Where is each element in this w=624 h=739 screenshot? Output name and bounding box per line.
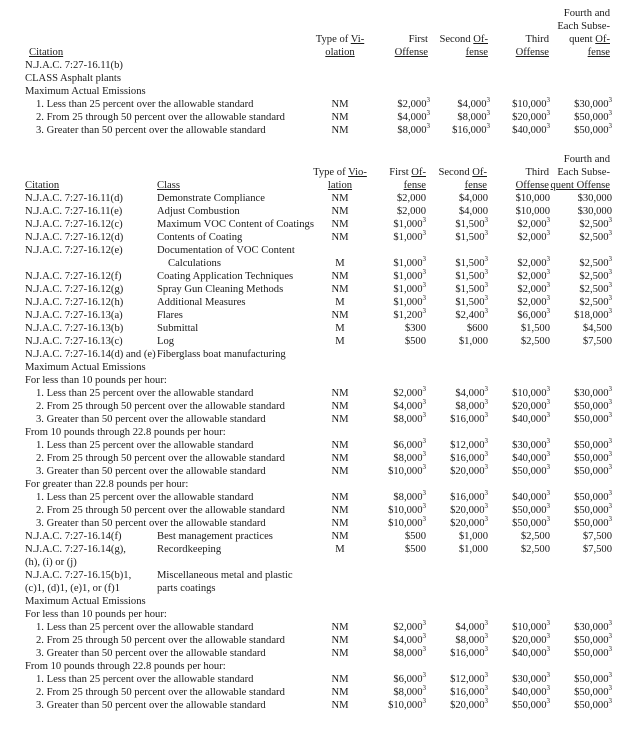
first-offense-cell: $6,000$^3$ [393, 671, 426, 685]
t1-class: CLASS Asphalt plants [25, 73, 121, 84]
second-offense-cell: $1,500$^3$ [455, 281, 488, 295]
table-row: 2. From 25 through 50 percent over the allowable standard NM $4,000$^3$ $8,000$^3$ $20,000$^3$ $50,000$^3$ [36, 632, 612, 646]
fourth-offense-cell: $50,000$^3$ [574, 437, 612, 451]
table-row: N.J.A.C. 7:27-16.14(d) and (e) Fiberglass boat manufacturing [25, 349, 286, 360]
second-offense-cell: $16,000$^3$ [450, 411, 488, 425]
third-offense-cell: $2,000$^3$ [517, 229, 550, 243]
fourth-offense-cell: $50,000$^3$ [574, 489, 612, 503]
second-offense-cell: $16,000$^3$ [450, 489, 488, 503]
third-offense-cell: $2,000$^3$ [517, 281, 550, 295]
table-row: 3. Greater than 50 percent over the allowable standard NM $10,000$^3$ $20,000$^3$ $50,000$^3$ $50,000$^3$ [36, 463, 612, 477]
type-cell: M [335, 258, 345, 269]
second-offense-cell: $1,500$^3$ [455, 255, 488, 269]
third-offense-cell: $2,000$^3$ [517, 216, 550, 230]
second-offense-cell: $1,500$^3$ [455, 294, 488, 308]
third-offense-cell: $1,500 [520, 323, 550, 334]
fourth-offense-cell: $50,000$^3$ [574, 450, 612, 464]
table-row: N.J.A.C. 7:27-16.14(f) Best management practices NM $500 $1,000 $2,500 $7,500 [25, 531, 612, 542]
class-cell: Additional Measures [157, 297, 246, 308]
table-row [0, 244, 624, 257]
first-offense-cell: $2,000 [396, 206, 426, 217]
t2-header-citation: Citation [25, 180, 60, 191]
fourth-offense-cell: $18,000$^3$ [574, 307, 612, 321]
first-offense-cell: $300 [404, 323, 426, 334]
third-offense-cell: $2,500 [520, 544, 550, 555]
first-offense-cell: $500 [404, 544, 426, 555]
table-row: 1. Less than 25 percent over the allowable standard NM $2,000$^3$ $4,000$^3$ $10,000$^3$ $30,000$^3$ [36, 96, 612, 110]
type-cell: NM [331, 648, 349, 659]
t2-header-fourth: Fourth and Each Subse- quent Offense [550, 154, 610, 191]
fourth-offense-cell: $30,000 [577, 206, 612, 217]
type-cell: NM [331, 453, 349, 464]
fourth-offense-cell: $30,000$^3$ [574, 385, 612, 399]
first-offense-cell: $8,000$^3$ [393, 411, 426, 425]
third-offense-cell: $50,000$^3$ [512, 502, 550, 516]
fourth-offense-cell: $2,500$^3$ [579, 268, 612, 282]
type-cell: NM [331, 232, 349, 243]
first-offense-cell: $2,000$^3$ [393, 619, 426, 633]
third-offense-cell: $30,000$^3$ [512, 437, 550, 451]
class-cell: Spray Gun Cleaning Methods [157, 284, 284, 295]
class-cell: Contents of Coating [157, 232, 243, 243]
first-offense-cell: $6,000$^3$ [393, 437, 426, 451]
table-row: N.J.A.C. 7:27-16.14(g), Recordkeeping M $500 $1,000 $2,500 $7,500 [25, 544, 612, 555]
group-label: From 10 pounds through 22.8 pounds per hour: [25, 661, 226, 672]
fourth-offense-cell: $2,500$^3$ [579, 255, 612, 269]
type-cell: M [335, 323, 345, 334]
type-cell: NM [331, 388, 349, 399]
t2-header-class: Class [157, 180, 180, 191]
table-row: 1. Less than 25 percent over the allowable standard NM $6,000$^3$ $12,000$^3$ $30,000$^3$ $50,000$^3$ [36, 671, 612, 685]
first-offense-cell: $10,000$^3$ [388, 515, 426, 529]
citation-cell: N.J.A.C. 7:27-16.12(c) [25, 219, 123, 230]
t1-header-first: First Offense [394, 34, 428, 58]
second-offense-cell: $1,000 [458, 544, 488, 555]
type-cell: NM [331, 271, 349, 282]
second-offense-cell: $20,000$^3$ [450, 502, 488, 516]
type-cell: NM [331, 518, 349, 529]
t2-header-first: First Of- fense [389, 167, 426, 191]
fourth-offense-cell: $2,500$^3$ [579, 216, 612, 230]
second-offense-cell: $2,400$^3$ [455, 307, 488, 321]
table-row [0, 335, 624, 348]
t1-header-fourth: Fourth and Each Subse- quent Of- fense [557, 8, 610, 58]
type-cell: M [335, 544, 345, 555]
fourth-offense-cell: $50,000$^3$ [574, 632, 612, 646]
table-row: 2. From 25 through 50 percent over the allowable standard NM $4,000$^3$ $8,000$^3$ $20,000$^3$ $50,000$^3$ [36, 398, 612, 412]
third-offense-cell: $40,000$^3$ [512, 645, 550, 659]
second-offense-cell: $16,000$^3$ [450, 645, 488, 659]
second-offense-cell: $4,000 [458, 206, 488, 217]
table-row: 3. Greater than 50 percent over the allowable standard NM $10,000$^3$ $20,000$^3$ $50,000$^3$ $50,000$^3$ [36, 697, 612, 711]
table-row [0, 283, 624, 296]
first-offense-cell: $4,000$^3$ [393, 398, 426, 412]
type-cell: NM [331, 674, 349, 685]
fourth-offense-cell: $2,500$^3$ [579, 281, 612, 295]
third-offense-cell: $2,000$^3$ [517, 294, 550, 308]
second-offense-cell: $20,000$^3$ [450, 515, 488, 529]
third-offense-cell: $50,000$^3$ [512, 697, 550, 711]
type-cell: M [335, 297, 345, 308]
third-offense-cell: $20,000$^3$ [512, 398, 550, 412]
fourth-offense-cell: $7,500 [582, 531, 612, 542]
table-row [0, 218, 624, 231]
t1-header-citation: Citation [29, 47, 64, 58]
fourth-offense-cell: $50,000$^3$ [574, 502, 612, 516]
type-cell: NM [331, 219, 349, 230]
first-offense-cell: $500 [404, 531, 426, 542]
class-cell: Log [157, 336, 175, 347]
subhead: Maximum Actual Emissions [25, 596, 146, 607]
third-offense-cell: $50,000$^3$ [512, 463, 550, 477]
table-row [0, 205, 624, 218]
table-row: 2. From 25 through 50 percent over the allowable standard NM $8,000$^3$ $16,000$^3$ $40,000$^3$ $50,000$^3$ [36, 684, 612, 698]
fourth-offense-cell: $7,500 [582, 336, 612, 347]
citation-cell: N.J.A.C. 7:27-16.13(b) [25, 323, 124, 334]
table-row: 1. Less than 25 percent over the allowable standard NM $8,000$^3$ $16,000$^3$ $40,000$^3$ $50,000$^3$ [36, 489, 612, 503]
table-row: 2. From 25 through 50 percent over the allowable standard NM $4,000$^3$ $8,000$^3$ $20,000$^3$ $50,000$^3$ [36, 109, 612, 123]
class-cell: Demonstrate Compliance [157, 193, 265, 204]
type-cell: NM [331, 505, 349, 516]
t2-header-second: Second Of- fense [438, 167, 487, 191]
type-cell: NM [331, 492, 349, 503]
citation-cell: N.J.A.C. 7:27-16.11(e) [25, 206, 123, 217]
second-offense-cell: $20,000$^3$ [450, 463, 488, 477]
t2-header-third: Third Offense [515, 167, 549, 191]
second-offense-cell: $8,000$^3$ [455, 632, 488, 646]
group-label: From 10 pounds through 22.8 pounds per hour: [25, 427, 226, 438]
third-offense-cell: $40,000$^3$ [512, 411, 550, 425]
second-offense-cell: $1,500$^3$ [455, 229, 488, 243]
table-row [0, 309, 624, 322]
group-label: For less than 10 pounds per hour: [25, 375, 167, 386]
first-offense-cell: $8,000$^3$ [393, 684, 426, 698]
second-offense-cell: $600 [466, 323, 488, 334]
fourth-offense-cell: $30,000 [577, 193, 612, 204]
third-offense-cell: $2,000$^3$ [517, 268, 550, 282]
type-cell: NM [331, 622, 349, 633]
second-offense-cell: $12,000$^3$ [450, 671, 488, 685]
second-offense-cell: $8,000$^3$ [455, 398, 488, 412]
fourth-offense-cell: $2,500$^3$ [579, 229, 612, 243]
fourth-offense-cell: $50,000$^3$ [574, 398, 612, 412]
third-offense-cell: $10,000 [515, 206, 550, 217]
first-offense-cell: $10,000$^3$ [388, 502, 426, 516]
citation-cell: N.J.A.C. 7:27-16.13(a) [25, 310, 123, 321]
fourth-offense-cell: $50,000$^3$ [574, 463, 612, 477]
type-cell: NM [331, 440, 349, 451]
third-offense-cell: $40,000$^3$ [512, 489, 550, 503]
table-row-cont: (h), (i) or (j) [25, 557, 77, 568]
fourth-offense-cell: $7,500 [582, 544, 612, 555]
table-row-cont: (c)1, (d)1, (e)1, or (f)1 parts coatings [25, 583, 216, 594]
third-offense-cell: $10,000$^3$ [512, 619, 550, 633]
t1-header-third: Third Offense [515, 34, 549, 58]
citation-cell: N.J.A.C. 7:27-16.12(d) [25, 232, 124, 243]
class-cell: Submittal [157, 323, 199, 334]
second-offense-cell: $12,000$^3$ [450, 437, 488, 451]
citation-cell: N.J.A.C. 7:27-16.12(e) [25, 245, 123, 256]
table-row: 1. Less than 25 percent over the allowable standard NM $2,000$^3$ $4,000$^3$ $10,000$^3$ $30,000$^3$ [36, 619, 612, 633]
table-row: 1. Less than 25 percent over the allowable standard NM $6,000$^3$ $12,000$^3$ $30,000$^3$ $50,000$^3$ [36, 437, 612, 451]
fourth-offense-cell: $30,000$^3$ [574, 619, 612, 633]
fourth-offense-cell: $50,000$^3$ [574, 671, 612, 685]
type-cell: NM [331, 401, 349, 412]
citation-cell: N.J.A.C. 7:27-16.12(g) [25, 284, 124, 295]
first-offense-cell: $1,000$^3$ [393, 255, 426, 269]
group-label: For greater than 22.8 pounds per hour: [25, 479, 189, 490]
type-cell: NM [331, 531, 349, 542]
third-offense-cell: $50,000$^3$ [512, 515, 550, 529]
first-offense-cell: $1,000$^3$ [393, 229, 426, 243]
class-cell: Adjust Combustion [157, 206, 240, 217]
table-row: 3. Greater than 50 percent over the allowable standard NM $8,000$^3$ $16,000$^3$ $40,000$^3$ $50,000$^3$ [36, 645, 612, 659]
type-cell: NM [331, 466, 349, 477]
table-row: N.J.A.C. 7:27-16.15(b)1, Miscellaneous metal and plastic [25, 570, 293, 581]
third-offense-cell: $2,000$^3$ [517, 255, 550, 269]
first-offense-cell: $8,000$^3$ [393, 645, 426, 659]
second-offense-cell: $16,000$^3$ [450, 684, 488, 698]
first-offense-cell: $8,000$^3$ [393, 450, 426, 464]
second-offense-cell: $1,000 [458, 531, 488, 542]
table-row [0, 192, 624, 205]
third-offense-cell: $10,000$^3$ [512, 385, 550, 399]
third-offense-cell: $40,000$^3$ [512, 450, 550, 464]
third-offense-cell: $2,500 [520, 336, 550, 347]
group-label: For less than 10 pounds per hour: [25, 609, 167, 620]
table-row [0, 231, 624, 244]
fourth-offense-cell: $50,000$^3$ [574, 515, 612, 529]
first-offense-cell: $1,000$^3$ [393, 216, 426, 230]
first-offense-cell: $1,000$^3$ [393, 281, 426, 295]
second-offense-cell: $4,000$^3$ [455, 619, 488, 633]
first-offense-cell: $8,000$^3$ [393, 489, 426, 503]
second-offense-cell: $4,000 [458, 193, 488, 204]
table-row [0, 322, 624, 335]
type-cell: NM [331, 284, 349, 295]
t2-header-type: Type of Vio- lation [313, 167, 367, 191]
type-cell: NM [331, 635, 349, 646]
class-cell-cont: Calculations [168, 258, 221, 269]
t1-header-type: Type of Vi- olation [315, 34, 365, 58]
type-cell: M [335, 336, 345, 347]
second-offense-cell: $1,000 [458, 336, 488, 347]
fourth-offense-cell: $50,000$^3$ [574, 684, 612, 698]
fourth-offense-cell: $50,000$^3$ [574, 645, 612, 659]
second-offense-cell: $20,000$^3$ [450, 697, 488, 711]
table-row: 2. From 25 through 50 percent over the allowable standard NM $8,000$^3$ $16,000$^3$ $40,000$^3$ $50,000$^3$ [36, 450, 612, 464]
table-row: 3. Greater than 50 percent over the allowable standard NM $8,000$^3$ $16,000$^3$ $40,000$^3$ $50,000$^3$ [36, 122, 612, 136]
first-offense-cell: $2,000$^3$ [393, 385, 426, 399]
citation-cell: N.J.A.C. 7:27-16.11(d) [25, 193, 123, 204]
table-row [0, 257, 624, 270]
first-offense-cell: $500 [404, 336, 426, 347]
third-offense-cell: $20,000$^3$ [512, 632, 550, 646]
second-offense-cell: $1,500$^3$ [455, 216, 488, 230]
third-offense-cell: $6,000$^3$ [517, 307, 550, 321]
table-row [0, 296, 624, 309]
type-cell: NM [331, 206, 349, 217]
class-cell: Flares [157, 310, 183, 321]
first-offense-cell: $4,000$^3$ [393, 632, 426, 646]
class-cell: Documentation of VOC Content [157, 245, 295, 256]
citation-cell: N.J.A.C. 7:27-16.12(h) [25, 297, 124, 308]
third-offense-cell: $10,000 [515, 193, 550, 204]
second-offense-cell: $1,500$^3$ [455, 268, 488, 282]
citation-cell: N.J.A.C. 7:27-16.13(c) [25, 336, 123, 347]
table-row: 3. Greater than 50 percent over the allowable standard NM $8,000$^3$ $16,000$^3$ $40,000$^3$ $50,000$^3$ [36, 411, 612, 425]
type-cell: NM [331, 414, 349, 425]
class-cell: Coating Application Techniques [157, 271, 294, 282]
t1-header-second: Second Of- fense [439, 34, 488, 58]
first-offense-cell: $10,000$^3$ [388, 697, 426, 711]
fourth-offense-cell: $2,500$^3$ [579, 294, 612, 308]
citation-cell: N.J.A.C. 7:27-16.12(f) [25, 271, 122, 282]
second-offense-cell: $16,000$^3$ [450, 450, 488, 464]
third-offense-cell: $2,500 [520, 531, 550, 542]
fourth-offense-cell: $50,000$^3$ [574, 697, 612, 711]
t1-subhead: Maximum Actual Emissions [25, 86, 146, 97]
type-cell: NM [331, 310, 349, 321]
subhead: Maximum Actual Emissions [25, 362, 146, 373]
first-offense-cell: $2,000 [396, 193, 426, 204]
class-cell: Maximum VOC Content of Coatings [157, 219, 314, 230]
type-cell: NM [331, 700, 349, 711]
type-cell: NM [331, 193, 349, 204]
first-offense-cell: $1,000$^3$ [393, 294, 426, 308]
fourth-offense-cell: $50,000$^3$ [574, 411, 612, 425]
table-row [0, 270, 624, 283]
third-offense-cell: $40,000$^3$ [512, 684, 550, 698]
table-row: 3. Greater than 50 percent over the allowable standard NM $10,000$^3$ $20,000$^3$ $50,000$^3$ $50,000$^3$ [36, 515, 612, 529]
type-cell: NM [331, 687, 349, 698]
table-row: 1. Less than 25 percent over the allowable standard NM $2,000$^3$ $4,000$^3$ $10,000$^3$ $30,000$^3$ [36, 385, 612, 399]
first-offense-cell: $10,000$^3$ [388, 463, 426, 477]
second-offense-cell: $4,000$^3$ [455, 385, 488, 399]
table-row: 2. From 25 through 50 percent over the allowable standard NM $10,000$^3$ $20,000$^3$ $50,000$^3$ $50,000$^3$ [36, 502, 612, 516]
third-offense-cell: $30,000$^3$ [512, 671, 550, 685]
first-offense-cell: $1,200$^3$ [393, 307, 426, 321]
first-offense-cell: $1,000$^3$ [393, 268, 426, 282]
fourth-offense-cell: $4,500 [582, 323, 612, 334]
t1-citation: N.J.A.C. 7:27-16.11(b) [25, 60, 123, 71]
